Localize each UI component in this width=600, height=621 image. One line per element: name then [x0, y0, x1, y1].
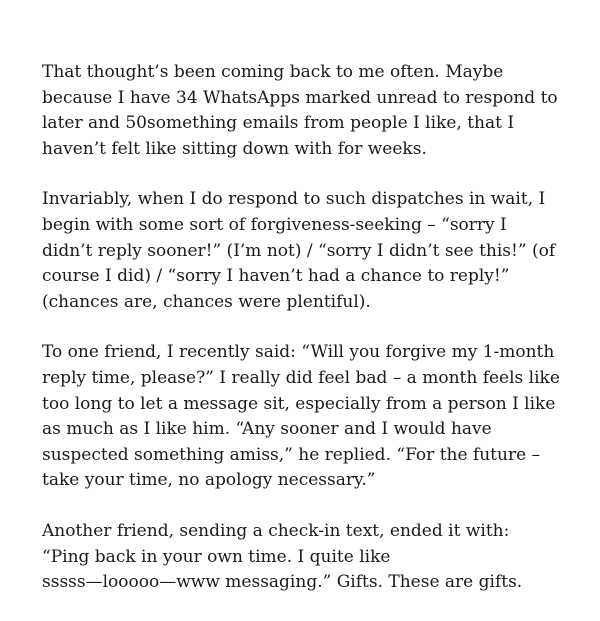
text-line: Invariably, when I do respond to such dispatches in wait, I [42, 189, 546, 210]
paragraph-2 [42, 187, 590, 315]
text-line: as much as I like him. “Any sooner and I would have [42, 419, 492, 440]
text-line: Another friend, sending a check-in text, ended it with: [42, 520, 510, 541]
text-line: “Ping back in your own time. I quite like [42, 546, 391, 567]
paragraph-4 [42, 519, 590, 596]
text-line: take your time, no apology necessary.” [42, 470, 376, 491]
text-line: too long to let a message sit, especially from a person I like [42, 393, 556, 414]
text-line: suspected something amiss,” he replied. “For the future – [42, 444, 541, 465]
text-line: That thought’s been coming back to me often. Maybe [42, 62, 504, 82]
text-line: haven’t felt like sitting down with for weeks. [42, 138, 427, 159]
text-line: sssss—looooo—www messaging.” Gifts. These are gifts. [42, 572, 523, 593]
text-line: begin with some sort of forgiveness-seeking – “sorry I [42, 214, 507, 235]
text-line: didn’t reply sooner!” (I’m not) / “sorry I didn’t see this!” (of [42, 240, 556, 261]
text-line: because I have 34 WhatsApps marked unread to respond to [42, 87, 558, 108]
text-line: course I did) / “sorry I haven’t had a chance to reply!” [42, 266, 510, 287]
text-line: later and 50something emails from people I like, that I [42, 113, 515, 134]
paragraph-3 [42, 340, 590, 494]
text-line: To one friend, I recently said: “Will you forgive my 1-month [42, 342, 555, 363]
text-line: reply time, please?” I really did feel bad – a month feels like [42, 367, 560, 388]
text-line: (chances are, chances were plentiful). [42, 291, 371, 312]
paragraph-1 [42, 60, 590, 162]
article-text [42, 60, 590, 621]
